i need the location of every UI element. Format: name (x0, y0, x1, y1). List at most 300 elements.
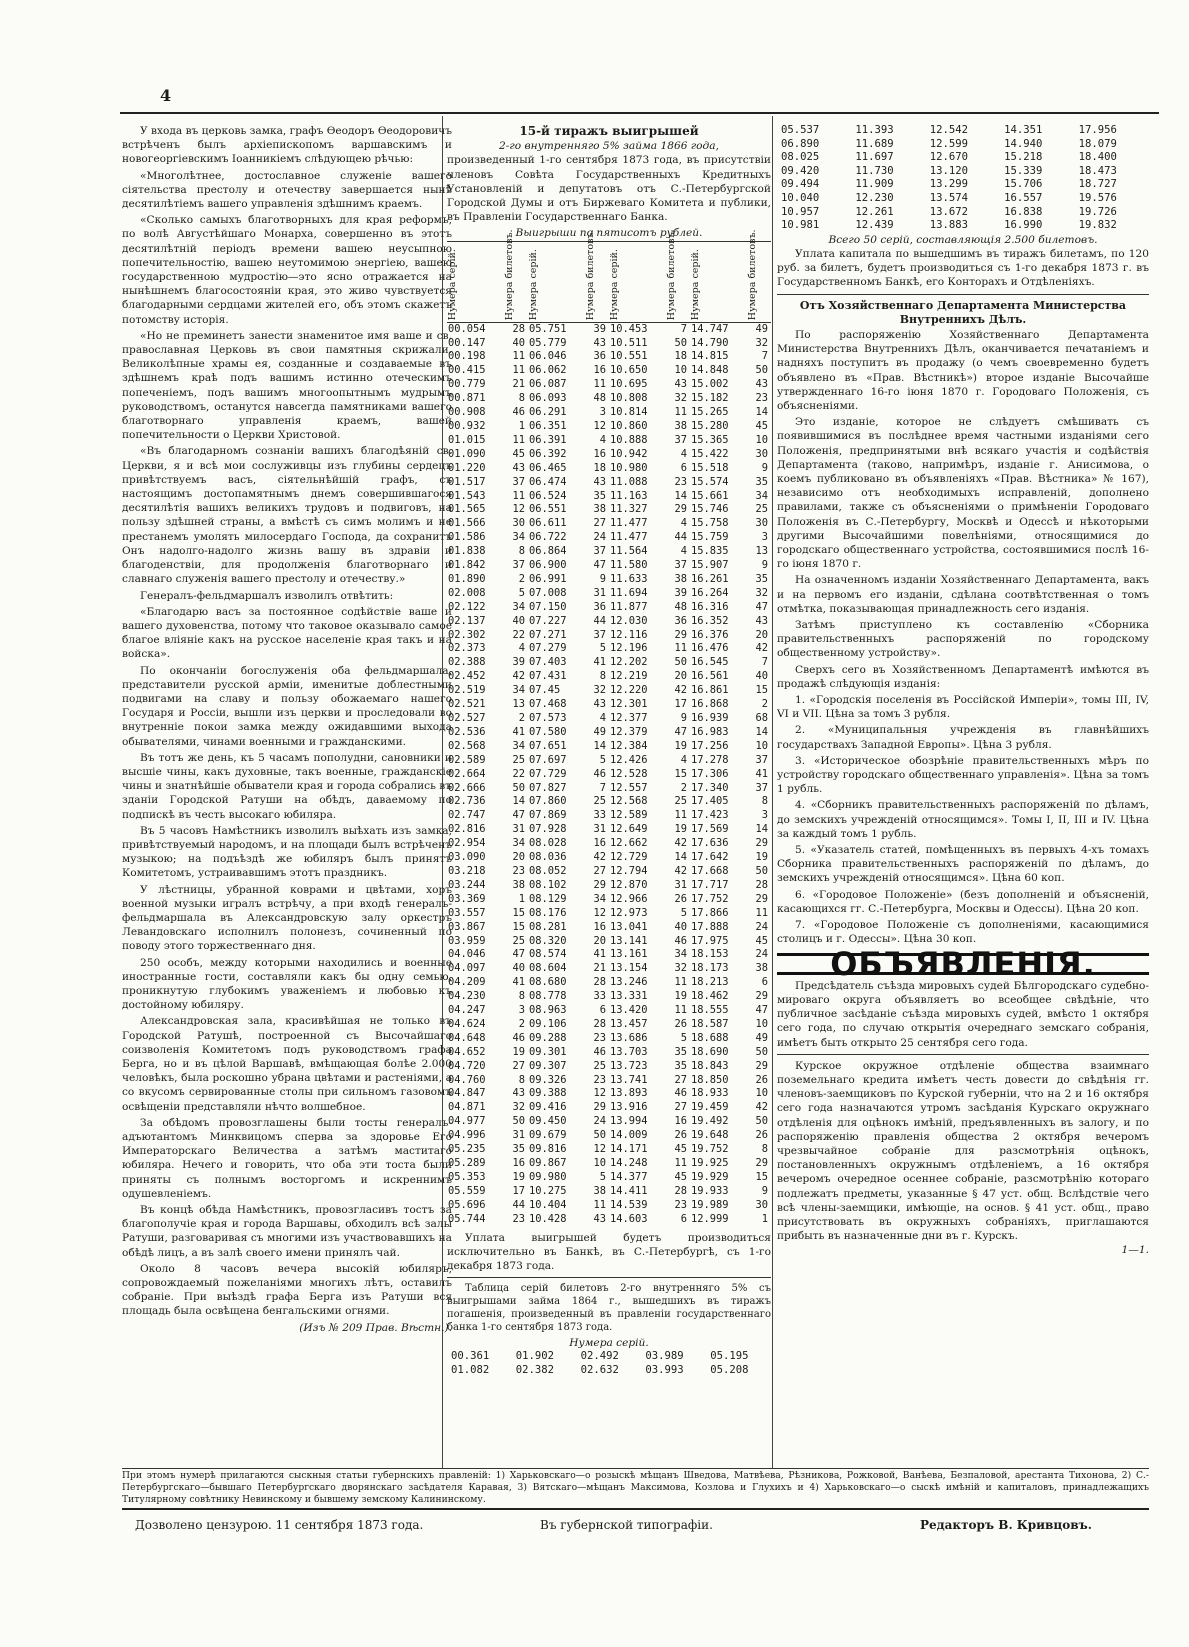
series-number: 01.543 (448, 489, 486, 502)
ticket-number: 34 (512, 600, 525, 613)
series-number: 09.679 (528, 1129, 567, 1142)
table-row (447, 1213, 771, 1227)
lottery-column (447, 124, 771, 1378)
table-row (447, 1101, 771, 1115)
series-number: 09.307 (528, 1059, 567, 1072)
series-number: 15.907 (690, 559, 729, 572)
ticket-number: 41 (512, 976, 525, 989)
series-number: 02.382 (515, 1363, 555, 1376)
series-number: 11.697 (855, 151, 894, 164)
series-number: 18.079 (1078, 137, 1117, 150)
series-number: 18.587 (690, 1017, 729, 1030)
series-number: 12.973 (609, 906, 648, 919)
table-row (447, 448, 771, 462)
series-number: 02.137 (448, 614, 486, 627)
table-row (447, 1060, 771, 1074)
ticket-number: 37 (593, 545, 606, 558)
ticket-number: 27 (593, 864, 606, 877)
series-number: 10.511 (609, 336, 648, 349)
series-number: 19.752 (690, 1143, 729, 1156)
table-row (447, 1018, 771, 1032)
header-label: Нумера серій. (527, 249, 539, 321)
series-number: 01.586 (448, 531, 486, 544)
table-row (447, 476, 771, 490)
series-number: 10.275 (528, 1184, 567, 1197)
series-number: 17.278 (690, 753, 729, 766)
series-number: 14.815 (690, 350, 729, 363)
series-number: 01.842 (448, 559, 486, 572)
department-paragraph: Сверхъ сего въ Хозяйственномъ Департаментѣ имѣются въ продажѣ слѣдующія изданія: (777, 663, 1149, 690)
lottery-intro: произведенный 1-го сентября 1873 года, въ присутствіи членовъ Совѣта Государственныхъ Кредитныхъ Установленій и депутатовъ отъ С.-Петербургской Городской Думы и отъ Биржеваго Комитета и публики, въ Правленіи Государственнаго Банка. (447, 154, 771, 224)
series-number: 09.867 (528, 1157, 567, 1169)
series-number: 13.161 (609, 948, 648, 961)
series-number: 18.688 (690, 1031, 729, 1044)
table-row (447, 503, 771, 517)
series-number: 06.864 (528, 545, 567, 558)
ticket-number: 38 (593, 503, 606, 516)
ticket-number: 28 (593, 1017, 606, 1030)
series-number: 02.954 (448, 837, 486, 850)
ticket-number: 68 (755, 712, 768, 724)
series-number: 14.940 (1004, 137, 1043, 150)
series-number: 17.405 (690, 795, 729, 808)
series-number: 15.365 (690, 433, 729, 446)
ticket-number: 37 (674, 433, 687, 446)
series-number: 06.474 (528, 475, 567, 488)
series-number: 15.758 (690, 517, 729, 530)
ticket-number: 43 (755, 614, 768, 627)
series-number: 15.218 (1004, 151, 1043, 164)
series-number: 12.379 (609, 725, 648, 738)
series-number: 07.697 (528, 753, 567, 766)
ticket-number: 20 (593, 934, 606, 947)
ticket-number: 29 (593, 878, 606, 891)
ticket-number: 14 (674, 489, 687, 502)
table-row (447, 907, 771, 921)
series-number: 15.002 (690, 378, 729, 391)
ticket-number: 29 (755, 837, 768, 850)
ticket-number: 42 (674, 864, 687, 877)
series-number: 17.668 (690, 864, 729, 877)
series-number: 16.476 (690, 642, 729, 655)
series-number: 14.790 (690, 336, 729, 349)
series-number: 16.838 (1004, 205, 1043, 218)
series-number: 00.779 (448, 378, 486, 391)
article-paragraph: У входа въ церковь замка, графъ Ѳеодоръ Ѳеодоровичъ встрѣченъ былъ архіепископомъ варшавскимъ и новогеоргіевскимъ Іоанникіемъ слѣдующею рѣчью: (122, 125, 452, 166)
series-number: 13.916 (609, 1101, 648, 1114)
department-paragraph: 6. «Городовое Положеніе» (безъ дополненій и объясненій, касающихся гг. С.-Петербурга, Москвы и Одессы). Цѣна 20 коп. (777, 888, 1149, 915)
announcements-banner: ОБЪЯВЛЕНІЯ. (777, 953, 1149, 975)
ticket-number: 12 (512, 503, 525, 516)
table-row (447, 420, 771, 434)
ticket-number: 11 (512, 350, 525, 363)
article-paragraph: «Благодарю васъ за постоянное содѣйствіе ваше и вашего духовенства, потому что таковое оказывало самое благое вліяніе какъ на русское населеніе края такъ и на войска». (122, 605, 452, 661)
series-number: 19.492 (690, 1115, 729, 1128)
censor-line: Дозволено цензурою. 11 сентября 1873 года. (135, 1518, 424, 1532)
ticket-number: 50 (512, 1115, 525, 1128)
table-row (447, 823, 771, 837)
ticket-number: 47 (512, 809, 525, 822)
department-paragraph: 4. «Сборникъ правительственныхъ распоряженій по дѣламъ, до земскихъ учрежденій относящимся». Томы I, II, III и IV. Цѣна за каждый томъ 1 рубль. (777, 799, 1149, 840)
tickets-header (584, 229, 609, 322)
table-row (447, 1129, 771, 1143)
ticket-number: 43 (512, 461, 525, 474)
series-number: 19.459 (690, 1101, 729, 1114)
series-number: 05.537 (781, 124, 820, 136)
column-divider-2 (772, 116, 773, 1468)
series-number: 13.299 (929, 178, 969, 191)
series-number: 10.980 (609, 461, 648, 474)
ticket-number: 46 (593, 1045, 606, 1058)
ticket-number: 10 (593, 1157, 606, 1169)
ticket-number: 25 (593, 795, 606, 808)
department-paragraph: 5. «Указатель статей, помѣщенныхъ въ первыхъ 4-хъ томахъ Сборника правительственныхъ распоряженій по дѣламъ, до земскихъ учрежденій относящимся». Цѣна 60 коп. (777, 844, 1149, 885)
series-number: 17.866 (690, 906, 729, 919)
series-header (528, 241, 585, 322)
series-grid-continued (777, 124, 1149, 233)
series-number: 02.664 (448, 767, 486, 780)
series-number: 19.726 (1078, 205, 1117, 218)
ticket-number: 5 (599, 642, 606, 655)
ticket-number: 34 (512, 531, 525, 544)
ticket-number: 13 (755, 545, 768, 558)
series-number: 00.908 (448, 406, 486, 419)
series-number: 07.651 (528, 739, 567, 752)
series-number: 13.686 (609, 1031, 648, 1044)
series-number: 08.281 (528, 920, 567, 933)
series-number: 19.933 (690, 1184, 729, 1197)
series-number: 04.046 (448, 948, 486, 961)
series-number: 08.963 (528, 1004, 567, 1017)
series-number: 00.932 (448, 419, 486, 432)
table-row (447, 962, 771, 976)
ticket-number: 50 (755, 364, 768, 377)
table-row (447, 1350, 771, 1364)
ticket-number: 44 (593, 614, 606, 627)
series-number: 09.326 (528, 1073, 567, 1086)
series-number: 07.271 (528, 628, 567, 641)
series-number: 18.153 (690, 948, 729, 961)
table-row (447, 642, 771, 656)
table-row (447, 545, 771, 559)
series-number: 02.122 (448, 600, 486, 613)
ticket-number: 26 (674, 1129, 687, 1142)
series-number: 10.040 (781, 191, 820, 204)
ticket-number: 11 (512, 433, 525, 446)
ticket-number: 49 (593, 725, 606, 738)
series-number: 02.452 (448, 670, 486, 683)
ticket-number: 32 (674, 962, 687, 975)
ticket-number: 14 (755, 406, 768, 419)
table-row (447, 670, 771, 684)
series-number: 05.744 (448, 1212, 486, 1225)
series-number: 13.723 (609, 1059, 648, 1072)
series-number: 03.090 (448, 851, 486, 864)
ticket-number: 23 (593, 1031, 606, 1044)
series-number: 07.869 (528, 809, 567, 822)
series-number: 15.518 (690, 461, 729, 474)
series-header (447, 241, 504, 322)
series-number: 04.760 (448, 1073, 486, 1086)
series-number: 12.568 (609, 795, 648, 808)
series-number: 16.545 (690, 656, 729, 669)
ticket-number: 43 (593, 475, 606, 488)
series-number: 12.649 (609, 823, 648, 836)
header-label: Нумера серій. (608, 249, 620, 321)
ticket-number: 12 (593, 1143, 606, 1156)
ticket-number: 2 (518, 572, 525, 585)
series-number: 15.182 (690, 392, 729, 405)
ticket-number: 42 (755, 1101, 768, 1114)
series-number: 13.741 (609, 1073, 648, 1086)
series-number: 13.574 (929, 191, 969, 204)
ticket-number: 26 (755, 1129, 768, 1142)
series-header (609, 241, 666, 322)
ticket-number: 21 (512, 378, 525, 391)
series-number: 07.150 (528, 600, 567, 613)
table-row (447, 573, 771, 587)
series-number: 10.888 (609, 433, 648, 446)
ticket-number: 42 (593, 851, 606, 864)
table-row (777, 219, 1149, 233)
department-paragraph: На означенномъ изданіи Хозяйственнаго Департамента, вакъ и на первомъ его изданіи, сдѣлана соотвѣтственная о томъ отмѣтка, показывающая принадлежность сего изданія. (777, 574, 1149, 615)
ticket-number: 42 (755, 642, 768, 655)
series-number: 09.301 (528, 1045, 567, 1058)
series-number: 10.942 (609, 447, 648, 460)
ticket-number: 34 (593, 892, 606, 905)
series-number: 10.695 (609, 378, 648, 391)
series-number: 09.106 (528, 1017, 567, 1030)
series-number: 05.779 (528, 336, 567, 349)
series-number: 08.036 (528, 851, 567, 864)
series-number: 12.196 (609, 642, 648, 655)
series-number: 02.816 (448, 823, 486, 836)
series-number: 12.589 (609, 809, 648, 822)
series-number: 11.477 (609, 531, 648, 544)
ticket-number: 39 (674, 586, 687, 599)
table-row (447, 1032, 771, 1046)
ticket-number: 8 (518, 392, 525, 405)
table-row (447, 726, 771, 740)
ticket-number: 10 (755, 1017, 768, 1030)
article-paragraph: «Многолѣтнее, достославное служеніе вашего сіятельства престолу и отечеству завершается нынѣ десятилѣтіемъ вашего управленія здѣшнимъ краемъ. (122, 169, 452, 211)
ticket-number: 3 (761, 809, 768, 822)
series-number: 07.580 (528, 725, 567, 738)
ticket-number: 30 (755, 517, 768, 530)
article-paragraph: Въ концѣ обѣда Намѣстникъ, провозгласивъ тостъ за благополучіе края и города Варшавы, обходилъ всѣ залы Ратуши, разговаривая съ многими изъ участвовавшихъ на обѣдѣ лицъ, а въ залѣ своего имени принялъ чай. (122, 1204, 452, 1259)
series-number: 11.689 (855, 137, 894, 150)
ticket-number: 36 (593, 350, 606, 363)
series-number: 07.827 (528, 781, 567, 794)
series-number: 02.388 (448, 656, 486, 669)
series-number: 01.838 (448, 545, 486, 558)
series-number: 12.220 (609, 684, 648, 697)
ticket-number: 36 (593, 600, 606, 613)
series-number: 18.933 (690, 1087, 729, 1100)
series-number: 07.729 (528, 767, 567, 780)
series-number: 11.877 (609, 600, 648, 613)
series-number: 06.046 (528, 350, 567, 363)
series-number: 18.843 (690, 1059, 729, 1072)
series-number: 17.256 (690, 739, 729, 752)
series-number: 10.957 (781, 205, 820, 218)
ticket-number: 7 (680, 322, 687, 335)
series-number: 12.030 (609, 614, 648, 627)
ticket-number: 47 (674, 725, 687, 738)
ticket-number: 50 (755, 1115, 768, 1128)
ticket-number: 28 (674, 1184, 687, 1197)
ticket-number: 28 (512, 322, 525, 335)
ticket-number: 44 (512, 1198, 525, 1211)
ticket-number: 22 (512, 628, 525, 641)
series-number: 14.009 (609, 1129, 648, 1142)
ticket-number: 27 (674, 1101, 687, 1114)
series-number: 14.248 (609, 1157, 648, 1169)
ticket-number: 39 (512, 656, 525, 669)
series-number: 10.453 (609, 322, 648, 335)
series-number: 10.404 (528, 1198, 567, 1211)
ticket-number: 23 (755, 392, 768, 405)
ticket-number: 2 (518, 712, 525, 724)
series-number: 12.542 (929, 124, 969, 136)
series-number: 17.717 (690, 878, 729, 891)
series-number: 16.561 (690, 670, 729, 683)
table-row (777, 206, 1149, 220)
series-number: 08.052 (528, 864, 567, 877)
series-number: 15.706 (1004, 178, 1043, 191)
table-row (447, 1087, 771, 1101)
ticket-number: 12 (593, 906, 606, 919)
series-number: 02.589 (448, 753, 486, 766)
ticket-number: 17 (674, 698, 687, 711)
ticket-number: 46 (674, 934, 687, 947)
ticket-number: 41 (512, 725, 525, 738)
tickets-header (746, 229, 771, 322)
series-number: 10.808 (609, 392, 648, 405)
department-paragraph: Это изданіе, которое не слѣдуетъ смѣшивать съ появившимися въ послѣднее время частными изданіями сего Положенія, предпринятыми внѣ всякаго участія и содѣйствія Департамента (таково, напримѣръ, изданіе г. Анисимова, о коемъ публиковано въ объявленіяхъ «Прав. Вѣстника» № 167), независимо отъ необходимыхъ исправленій, дополнено правилами, также съ объясненіями о примѣненіи Городоваго Положенія въ С.-Петербургу, Москвѣ и Одессѣ и нѣкоторыми другими Высочайшими повелѣніями, относящимися до городскаго общественнаго устройства, состоявшимися послѣ 16-го іюня 1870 г. (777, 416, 1149, 571)
series-number: 18.400 (1078, 151, 1117, 164)
ticket-number: 31 (512, 1129, 525, 1142)
ticket-number: 26 (674, 1017, 687, 1030)
series-number: 06.524 (528, 489, 567, 502)
table-row (447, 322, 771, 336)
series-number: 14.411 (609, 1184, 648, 1197)
ticket-number: 8 (599, 670, 606, 683)
series-number: 04.247 (448, 1004, 486, 1017)
series-number: 15.265 (690, 406, 729, 419)
series-number: 00.147 (448, 336, 486, 349)
series-number: 01.902 (515, 1350, 555, 1363)
table-row (447, 990, 771, 1004)
ad-kursk: Курское окружное отдѣленіе общества взаимнаго поземельнаго кредита имѣетъ честь довести до свѣдѣнія гг. членовъ-заемщиковъ по Курской губерніи, что на 2 и 16 октября сего года назначаются утромъ засѣданія Курскаго окружнаго отдѣленія для оцѣнокъ имѣній, предъявленныхъ въ залогу, и по распоряженію правленія общества 2 октября вечеромъ чрезвычайное собраніе для разсмотрѣнія оцѣнокъ, постановленныхъ окружнымъ отдѣленіемъ, а 16 октября вечеромъ очередное осеннее собраніе, разсмотрѣнію котораго подлежатъ предметы, указанные § 47 уст. общ. Вслѣдствіе чего всѣ члены-заемщики, имѣющіе, на основ. § 41 уст. общ., право присутствовать въ окружныхъ собраніяхъ, приглашаются прибыть въ назначенные дни въ г. Курскъ. (777, 1059, 1149, 1243)
series-number: 19.925 (690, 1157, 729, 1169)
ticket-number: 35 (755, 572, 768, 585)
article-paragraph: Около 8 часовъ вечера высокій юбиляръ, сопровождаемый пожеланіями многихъ лѣтъ, оставилъ собраніе. При выѣздѣ графа Берга изъ Ратуши вся площадь была освѣщена бенгальскими огнями. (122, 1262, 452, 1318)
department-notice (777, 328, 1149, 947)
ticket-number: 27 (593, 517, 606, 530)
ticket-number: 35 (755, 475, 768, 488)
ticket-number: 32 (674, 392, 687, 405)
series-number: 06.093 (528, 392, 567, 405)
article-paragraph: «Въ благодарномъ сознаніи вашихъ благодѣяній св. Церкви, я и всѣ мои сослуживцы изъ глубины сердецъ привѣтствуемъ васъ, сіятельнѣйшій графъ, съ настоящимъ достопамятнымъ днемъ совершившагося десятилѣтія вашихъ великихъ трудовъ и подвиговъ, на пользу здѣшней страны, а вмѣстѣ съ симъ молимъ и не престанемъ умолять милосердаго Господа, да сохранитъ Онъ надолго-надолго жизнь вашу въ здравіи и благоденствіи, для продолженія благотворнаго и славнаго служенія вашего престолу и отечеству.» (122, 445, 452, 586)
series-number: 18.473 (1078, 164, 1117, 177)
ticket-number: 32 (512, 1101, 525, 1114)
table-row (777, 138, 1149, 152)
ticket-number: 11 (593, 378, 606, 391)
ticket-number: 34 (674, 948, 687, 961)
series-number: 16.939 (690, 712, 729, 724)
series-number: 13.246 (609, 976, 648, 989)
series-number: 13.141 (609, 934, 648, 947)
ticket-number: 25 (512, 934, 525, 947)
series-number: 08.320 (528, 934, 567, 947)
series-number: 11.633 (609, 572, 648, 585)
series-number: 07.860 (528, 795, 567, 808)
series-number: 05.559 (448, 1184, 486, 1197)
article-paragraph: По окончаніи богослуженія оба фельдмаршала, представители русской арміи, именитые доблестными подвигами на славу и пользу обожаемаго нашего Государя и Россіи, вышли изъ церкви и проследовали во внутренніе покои замка между ожидавшими выхода обывателями, чинами военными и гражданскими. (122, 664, 452, 748)
ticket-number: 28 (593, 976, 606, 989)
table-row (447, 378, 771, 392)
series-number: 17.888 (690, 920, 729, 933)
series-number: 13.331 (609, 990, 648, 1003)
series-number: 13.041 (609, 920, 648, 933)
ticket-number: 43 (512, 1087, 525, 1100)
series-number: 06.351 (528, 419, 567, 432)
ticket-number: 9 (761, 559, 768, 572)
ticket-number: 29 (755, 990, 768, 1003)
ticket-number: 45 (755, 419, 768, 432)
table-row (447, 392, 771, 406)
ticket-number: 6 (761, 976, 768, 989)
ticket-number: 37 (512, 559, 525, 572)
series-number: 17.423 (690, 809, 729, 822)
ticket-number: 5 (680, 906, 687, 919)
ticket-number: 34 (512, 837, 525, 850)
series-number: 10.860 (609, 419, 648, 432)
series-number: 02.373 (448, 642, 486, 655)
header-label: Нумера билетовъ. (503, 229, 515, 321)
series-number: 19.576 (1078, 191, 1117, 204)
series-number: 01.082 (451, 1363, 490, 1376)
series-number: 12.301 (609, 698, 648, 711)
department-heading: Отъ Хозяйственнаго Департамента Министерства Внутреннихъ Дѣлъ. (799, 298, 1127, 326)
ticket-number: 42 (674, 684, 687, 697)
ticket-number: 12 (593, 419, 606, 432)
ticket-number: 36 (674, 614, 687, 627)
table-row (447, 615, 771, 629)
series-number: 06.062 (528, 364, 567, 377)
series-table-title: Таблица серій билетовъ 2-го внутренняго 5% съ выигрышами займа 1864 г., вышедшихъ въ тиражъ погашенія, произведенный въ правленіи государственнаго банка 1-го сентября 1873 года. (447, 1283, 771, 1334)
series-number: 18.727 (1078, 178, 1117, 191)
series-number: 11.694 (609, 586, 648, 599)
ticket-number: 46 (512, 1031, 525, 1044)
series-number: 07.573 (528, 712, 567, 724)
series-number: 12.999 (690, 1212, 729, 1225)
series-number: 18.555 (690, 1004, 729, 1017)
series-number: 06.890 (781, 137, 820, 150)
ticket-number: 40 (674, 920, 687, 933)
series-number: 01.517 (448, 475, 486, 488)
series-number: 17.956 (1078, 124, 1117, 136)
ticket-number: 24 (755, 920, 768, 933)
ticket-number: 4 (680, 545, 687, 558)
ticket-number: 47 (755, 600, 768, 613)
ticket-number: 40 (512, 962, 525, 975)
article-column (122, 124, 452, 1335)
series-number: 13.883 (929, 219, 969, 232)
ticket-number: 29 (593, 1101, 606, 1114)
ticket-number: 11 (755, 906, 768, 919)
